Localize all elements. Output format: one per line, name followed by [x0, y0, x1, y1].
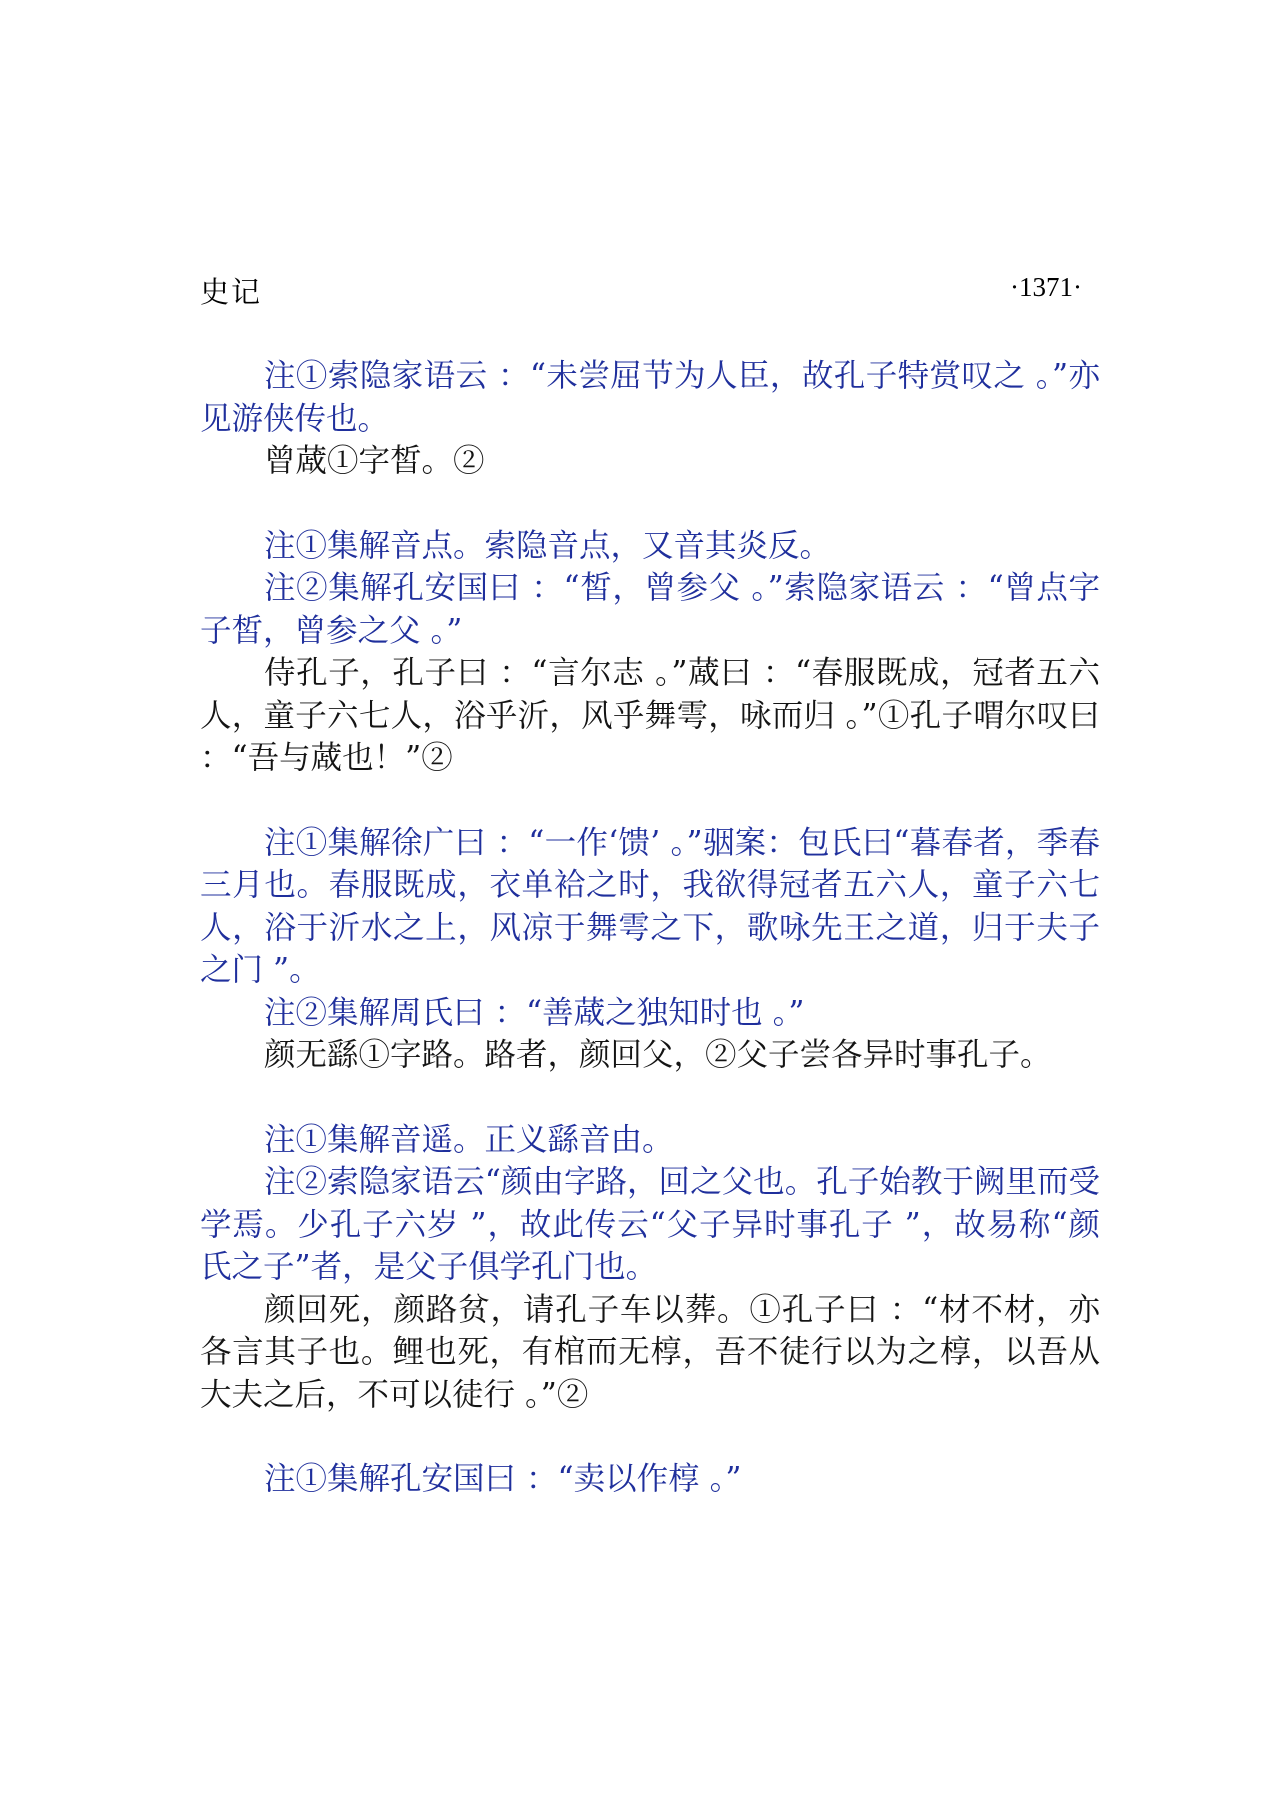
main-paragraph: 曾蒧①字皙。② [264, 443, 485, 479]
note-paragraph: 注①集解音遥。正义繇音由。 [264, 1121, 674, 1158]
main-paragraph: 侍孔子，孔子曰 ：“言尔志 。”蒧曰 ：“春服既成，冠者五六人，童子六七人，浴乎沂，风乎舞雩，咏而归 。”①孔子喟尔叹曰 ：“吾与蒧也！”② [200, 655, 1111, 776]
note-paragraph: 注①集解音点。索隐音点，又音其炎反。 [264, 527, 832, 564]
note-paragraph: 注②集解周氏曰 ：“善蒧之独知时也 。” [264, 994, 805, 1031]
page-number: ·1371· [1010, 272, 1082, 302]
body-text [200, 355, 1111, 1501]
main-paragraph: 颜无繇①字路。路者，颜回父，②父子尝各异时事孔子。 [264, 1037, 1052, 1073]
note-paragraph: 注①集解徐广曰 ：“一作‘馈’ 。”骃案：包氏曰“暮春者，季春三月也。春服既成，衣单袷之时，我欲得冠者五六人，童子六七人，浴于沂水之上，风凉于舞雩之下，歌咏先王之道，归于夫子之门 ”。 [200, 824, 1100, 988]
main-paragraph: 颜回死，颜路贫，请孔子车以葬。①孔子曰 ：“材不材，亦各言其子也。鲤也死，有棺而无椁，吾不徒行以为之椁，以吾从大夫之后，不可以徒行 。”② [200, 1291, 1100, 1413]
running-title: 史记 [200, 275, 263, 309]
note-paragraph: 注②集解孔安国曰 ：“皙，曾参父 。”索隐家语云 ：“曾点字子皙，曾参之父 。” [200, 570, 1100, 649]
note-paragraph: 注①集解孔安国曰 ：“卖以作椁 。” [264, 1461, 742, 1497]
note-paragraph: 注②索隐家语云“颜由字路，回之父也。孔子始教于阙里而受学焉。少孔子六岁 ”，故此传云“父子异时事孔子 ”，故易称“颜氏之子”者，是父子俱学孔门也。 [200, 1164, 1100, 1285]
note-paragraph: 注①索隐家语云 ：“未尝屈节为人臣，故孔子特赏叹之 。”亦见游侠传也。 [200, 358, 1100, 437]
